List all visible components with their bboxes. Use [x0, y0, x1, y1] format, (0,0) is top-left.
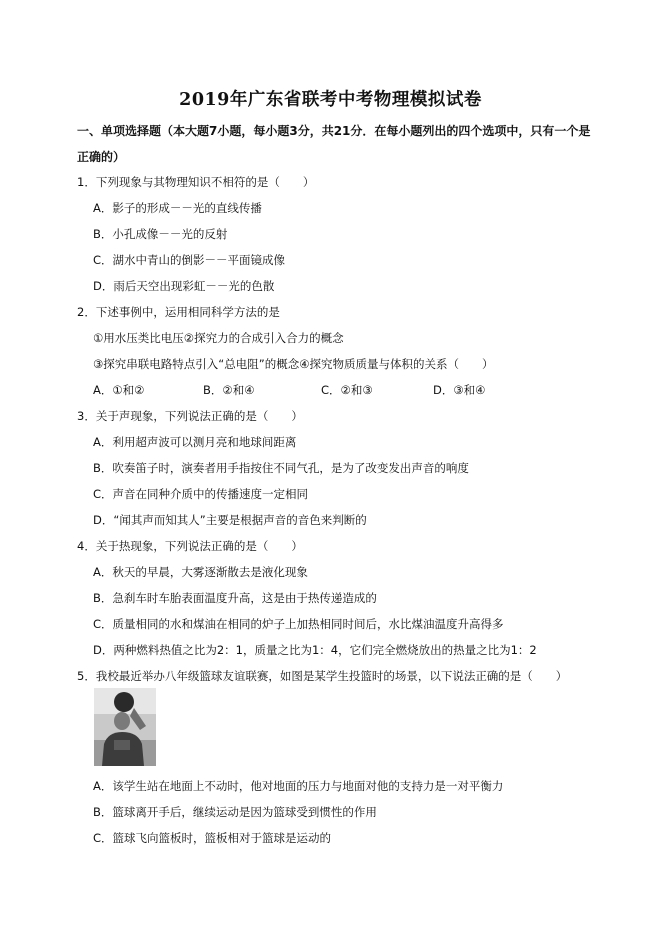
photo-illustration	[94, 688, 156, 766]
question-3-option-c: C．声音在同种介质中的传播速度一定相同	[93, 487, 309, 501]
question-5-stem: 5．我校最近举办八年级篮球友谊联赛，如图是某学生投篮时的场景，以下说法正确的是（ ）	[77, 669, 568, 683]
question-4-option-d: D．两种燃料热值之比为2：1，质量之比为1：4，它们完全燃烧放出的热量之比为1：2	[93, 643, 537, 657]
question-4-option-c: C．质量相同的水和煤油在相同的炉子上加热相同时间后，水比煤油温度升高得多	[93, 617, 504, 631]
question-2-item-line: ③探究串联电路特点引入“总电阻”的概念④探究物质质量与体积的关系（ ）	[93, 357, 494, 371]
question-4-stem: 4．关于热现象，下列说法正确的是（ ）	[77, 539, 303, 553]
section-heading-cont: 正确的）	[77, 150, 126, 164]
question-3-stem: 3．关于声现象，下列说法正确的是（ ）	[77, 409, 303, 423]
question-3-option-d: D．“闻其声而知其人”主要是根据声音的音色来判断的	[93, 513, 367, 527]
question-4-option-a: A．秋天的早晨，大雾逐渐散去是液化现象	[93, 565, 308, 579]
question-2-stem: 2．下述事例中，运用相同科学方法的是	[77, 305, 280, 319]
question-2-option-a: A．①和②	[93, 383, 145, 397]
page-title: 2019年广东省联考中考物理模拟试卷	[179, 90, 482, 110]
question-2-option-c: C．②和③	[321, 383, 373, 397]
question-3-option-b: B．吹奏笛子时，演奏者用手指按住不同气孔，是为了改变发出声音的响度	[93, 461, 469, 475]
question-1-option-a: A．影子的形成－－光的直线传播	[93, 201, 262, 215]
question-2-option-d: D．③和④	[433, 383, 486, 397]
basketball-player-photo	[94, 688, 156, 766]
question-2-item-line: ①用水压类比电压②探究力的合成引入合力的概念	[93, 331, 344, 345]
question-1-stem: 1．下列现象与其物理知识不相符的是（ ）	[77, 175, 315, 189]
question-1-option-c: C．湖水中青山的倒影－－平面镜成像	[93, 253, 286, 267]
question-4-option-b: B．急刹车时车胎表面温度升高，这是由于热传递造成的	[93, 591, 377, 605]
question-5-option-a: A．该学生站在地面上不动时，他对地面的压力与地面对他的支持力是一对平衡力	[93, 779, 504, 793]
question-5-option-b: B．篮球离开手后，继续运动是因为篮球受到惯性的作用	[93, 805, 377, 819]
question-5-option-c: C．篮球飞向篮板时，篮板相对于篮球是运动的	[93, 831, 332, 845]
question-1-option-b: B．小孔成像－－光的反射	[93, 227, 228, 241]
section-heading: 一、单项选择题（本大题7小题，每小题3分，共21分．在每小题列出的四个选项中，只有一个是	[77, 124, 591, 138]
question-3-option-a: A．利用超声波可以测月亮和地球间距离	[93, 435, 297, 449]
question-2-options	[93, 382, 613, 398]
question-2-option-b: B．②和④	[203, 383, 255, 397]
question-1-option-d: D．雨后天空出现彩虹－－光的色散	[93, 279, 275, 293]
